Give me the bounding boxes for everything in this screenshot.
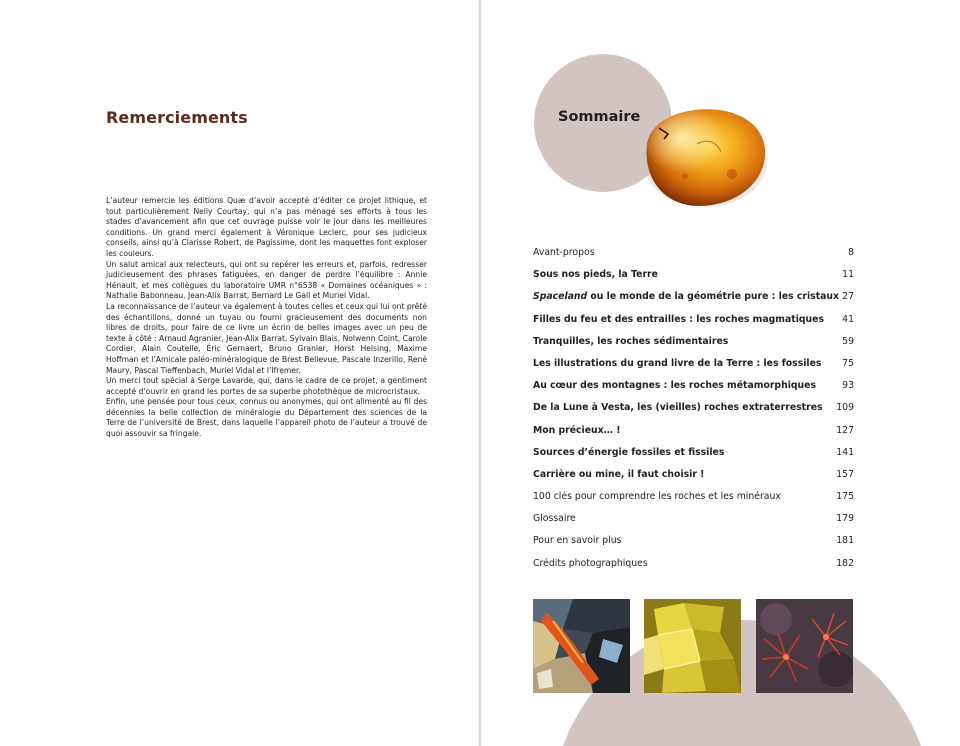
toc-entry-title-text: Carrière ou mine, il faut choisir ! — [533, 468, 705, 480]
ack-paragraph: Un salut amical aux relecteurs, qui ont su repérer les erreurs et, parfois, redresser judicieusement des phrases fatiguées, en danger de perdre l’équilibre : Annie Hénault, et mes collègues du laboratoire UMR n°6538 « Domaines océaniques » : Nathalie Babonneau, Jean-Alix Barrat, Bernard Le Gall et Muriel Vidal. — [106, 259, 427, 301]
toc-entry-page-number: 41 — [842, 313, 854, 325]
toc-entry-title — [533, 555, 648, 572]
ack-paragraph: La reconnaissance de l’auteur va également à toutes celles et ceux qui lui ont prêté des échantillons, donné un tuyau ou fourni gracieusement des documents non libres de droits, pour faire de ce livre un écrin de belles images avec un peu de texte à côté : Arnaud Agranier, Jean-Alix Barrat, Sylvain Blais, Nolwenn Coint, Carole Cordier, Alain Coutelle, Éric Gernaert, Bruno Granier, Horst Helsing, Maxime Hoffman et l’Amicale paléo-minéralogique de Brest Bellevue, Pascale Inzerillo, René Maury, Pascal Tieffenbach, Muriel Vidal et l’Ifremer. — [106, 301, 427, 375]
thin-section-rock-photo — [533, 599, 630, 693]
toc-entry-page-number: 75 — [842, 357, 854, 369]
toc-entry-page-number: 59 — [842, 335, 854, 347]
toc-entry-title — [533, 444, 724, 461]
toc-entry-title-text: Crédits photographiques — [533, 557, 648, 569]
toc-entry-title — [533, 466, 704, 483]
toc-entry-page-number: 181 — [836, 535, 854, 547]
toc-entry-title-text: Sources d’énergie fossiles et fissiles — [533, 446, 725, 458]
toc-entry[interactable] — [533, 377, 854, 399]
toc-entry-title-text: Mon précieux… ! — [533, 424, 621, 436]
toc-entry[interactable] — [533, 488, 854, 510]
red-radiating-crystals-photo — [756, 599, 853, 693]
yellow-crystals-photo — [644, 599, 741, 693]
red-crystals-image — [756, 599, 853, 693]
toc-entry[interactable] — [533, 422, 854, 444]
toc-entry-title-text: Filles du feu et des entrailles : les roches magmatiques — [533, 313, 824, 325]
toc-entry[interactable] — [533, 510, 854, 532]
toc-entry-title-text: Sous nos pieds, la Terre — [533, 269, 658, 281]
toc-entry-page-number: 93 — [842, 380, 854, 392]
thin-section-image — [533, 599, 630, 693]
toc-entry-title — [533, 399, 823, 416]
right-page — [482, 0, 960, 746]
toc-entry-page-number: 157 — [836, 468, 854, 480]
toc-entry-title — [533, 288, 839, 305]
toc-entry-title-text: Au cœur des montagnes : les roches métamorphiques — [533, 380, 817, 392]
toc-entry-title-emphasis: Spaceland — [533, 291, 588, 303]
toc-entry[interactable] — [533, 555, 854, 577]
toc-entry-page-number: 109 — [836, 402, 854, 414]
toc-entry-title-text: Tranquilles, les roches sédimentaires — [533, 335, 729, 347]
toc-entry[interactable] — [533, 399, 854, 421]
toc-entry-page-number: 27 — [842, 291, 854, 303]
toc-entry-page-number: 182 — [836, 557, 854, 569]
toc-entry-title-rest: ou le monde de la géométrie pure : les cristaux — [587, 291, 840, 303]
toc-entry-title — [533, 333, 728, 350]
toc-entry[interactable] — [533, 355, 854, 377]
toc-entry-title — [533, 510, 576, 527]
toc-entry-title-text: Les illustrations du grand livre de la Terre : les fossiles — [533, 357, 822, 369]
toc-entry-page-number: 11 — [842, 269, 854, 281]
acknowledgements-title: Remerciements — [106, 108, 248, 127]
contents-title: Sommaire — [558, 109, 641, 125]
toc-entry-page-number: 179 — [836, 513, 854, 525]
toc-entry-title — [533, 311, 824, 328]
toc-entry-title-text: 100 clés pour comprendre les roches et les minéraux — [533, 491, 781, 503]
toc-entry-page-number: 8 — [848, 247, 854, 258]
toc-entry-title-text: Pour en savoir plus — [533, 535, 622, 547]
toc-entry-title-text: De la Lune à Vesta, les (vieilles) roches extraterrestres — [533, 402, 823, 414]
toc-entry[interactable] — [533, 333, 854, 355]
toc-entry-title — [533, 355, 821, 372]
toc-entry[interactable] — [533, 288, 854, 310]
toc-entry[interactable] — [533, 466, 854, 488]
left-page — [0, 0, 478, 746]
toc-entry-title — [533, 266, 658, 283]
ack-paragraph: Un merci tout spécial à Serge Lavarde, qui, dans le cadre de ce projet, a gentiment accepté d’ouvrir en grand les portes de sa superbe photothèque de microcristaux. — [106, 376, 427, 396]
toc-entry-title — [533, 244, 595, 261]
toc-entry-page-number: 127 — [836, 424, 854, 436]
toc-entry[interactable] — [533, 444, 854, 466]
table-of-contents — [533, 244, 854, 577]
acknowledgements-text — [106, 196, 427, 440]
amber-stone-photo — [637, 104, 770, 210]
yellow-crystals-image — [644, 599, 741, 693]
toc-entry-title-text: Avant-propos — [533, 247, 595, 258]
toc-entry-title — [533, 422, 620, 439]
toc-entry-title — [533, 377, 816, 394]
amber-stone-image — [637, 104, 770, 210]
toc-entry[interactable] — [533, 532, 854, 554]
toc-entry-page-number: 175 — [836, 491, 854, 503]
toc-entry[interactable] — [533, 266, 854, 288]
ack-paragraph: Enfin, une pensée pour tous ceux, connus ou anonymes, qui ont alimenté au fil des décennies la belle collection de minéralogie du Département des sciences de la Terre de l’université de Brest, dans laquelle l’appareil photo de l’auteur a trouvé de quoi assouvir sa fringale. — [106, 397, 427, 439]
ack-paragraph: L’auteur remercie les éditions Quæ d’avoir accepté d’éditer ce projet lithique, et tout particulièrement Nelly Courtay, qui n’a pas ménagé ses efforts à tous les stades d’avancement afin que cet ouvrage puisse voir le jour dans les meilleures conditions. Un grand merci également à Véronique Leclerc, pour ses judicieux conseils, ainsi qu’à Clarisse Robert, de Pagissime, dont les maquettes font exploser les couleurs. — [106, 196, 427, 258]
toc-entry-page-number: 141 — [836, 446, 854, 458]
toc-entry[interactable] — [533, 244, 854, 266]
toc-entry[interactable] — [533, 311, 854, 333]
toc-entry-title-text: Glossaire — [533, 513, 576, 525]
toc-entry-title — [533, 488, 781, 505]
toc-entry-title — [533, 532, 622, 549]
